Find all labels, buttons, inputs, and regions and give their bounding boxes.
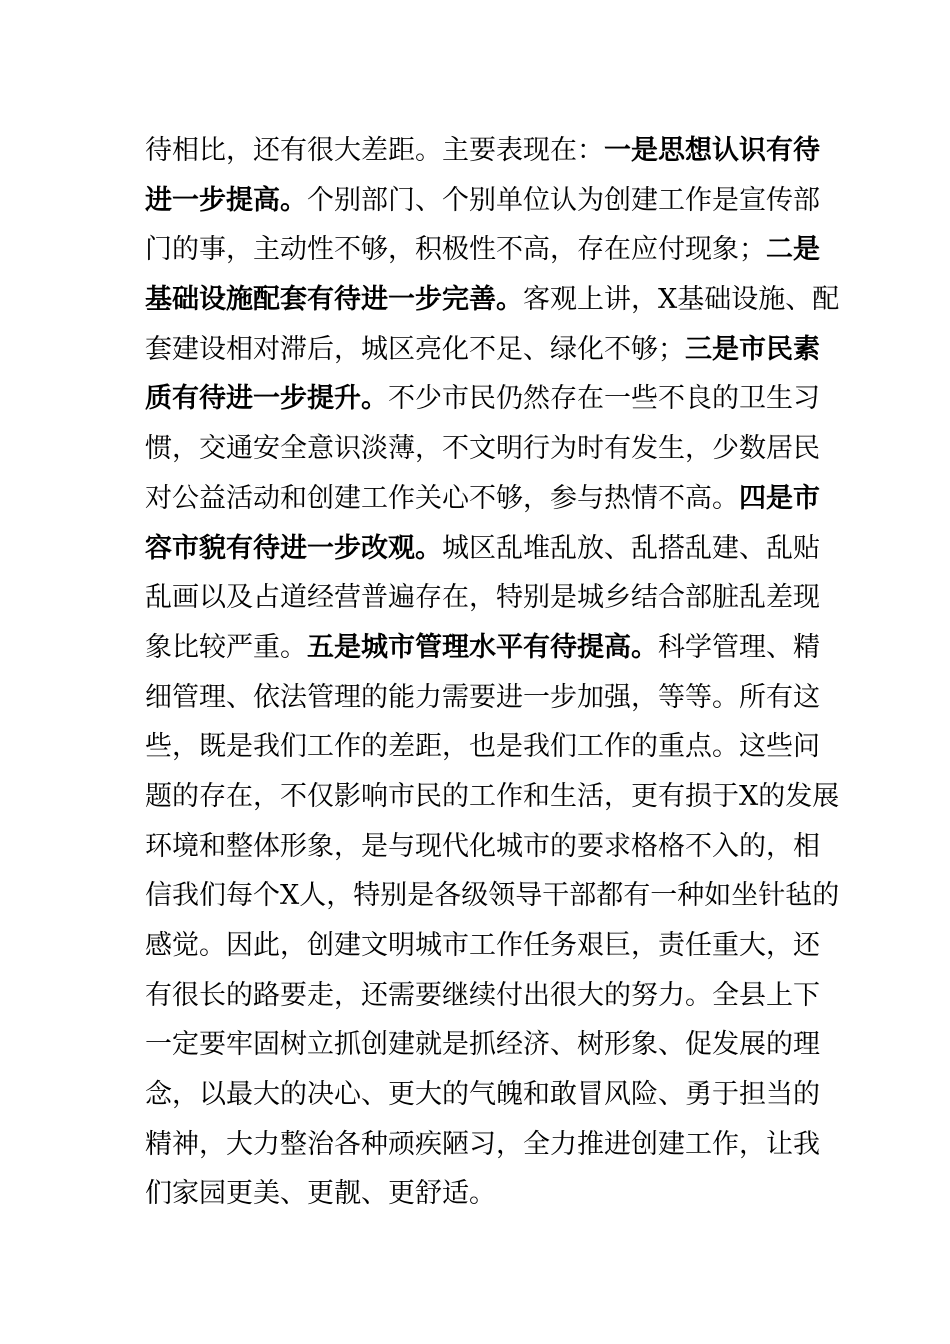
text-segment: 套建设相对滞后，城区亮化不足、绿化不够； — [145, 333, 685, 365]
text-segment: 不少市民仍然存在一些不良的卫生习 — [388, 383, 820, 415]
bold-text-segment: 基础设施配套有待进一步完善。 — [145, 284, 523, 316]
text-line — [145, 573, 820, 623]
text-segment: 们家园更美、更靓、更舒适。 — [145, 1178, 496, 1210]
text-segment: 象比较严重。 — [145, 631, 307, 663]
bold-text-segment: 一是思想认识有待 — [604, 135, 820, 166]
text-line — [145, 474, 820, 524]
text-segment: 有很长的路要走，还需要继续付出很大的努力。全县上下 — [145, 979, 820, 1011]
text-line — [145, 225, 820, 275]
text-line — [145, 673, 820, 723]
text-segment: 惯，交通安全意识淡薄，不文明行为时有发生，少数居民 — [145, 433, 820, 465]
text-segment: 城区乱堆乱放、乱搭乱建、乱贴 — [442, 532, 820, 564]
bold-text-segment: 三是市民素 — [685, 333, 820, 365]
text-segment: 个别部门、个别单位认为创建工作是宣传部 — [307, 184, 820, 216]
text-segment: 念，以最大的决心、更大的气魄和敢冒风险、勇于担当的 — [145, 1079, 820, 1111]
text-segment: 精神，大力整治各种顽疾陋习，全力推进创建工作，让我 — [145, 1128, 820, 1160]
text-line — [145, 374, 820, 424]
text-segment: 科学管理、精 — [658, 631, 820, 663]
text-segment: 一定要牢固树立抓创建就是抓经济、树形象、促发展的理 — [145, 1029, 820, 1061]
text-segment: 对公益活动和创建工作关心不够，参与热情不高。 — [145, 482, 739, 514]
text-line — [145, 176, 820, 226]
text-line — [145, 126, 820, 176]
bold-text-segment: 质有待进一步提升。 — [145, 383, 388, 415]
text-segment: 客观上讲，X基础设施、配 — [523, 284, 840, 316]
text-line — [145, 971, 820, 1021]
text-segment: 乱画以及占道经营普遍存在，特别是城乡结合部脏乱差现 — [145, 582, 820, 614]
text-line — [145, 275, 840, 325]
bold-text-segment: 容市貌有待进一步改观。 — [145, 532, 442, 564]
text-line — [145, 822, 820, 872]
text-line — [145, 1070, 820, 1120]
text-line — [145, 325, 820, 375]
text-segment: 门的事，主动性不够，积极性不高，存在应付现象； — [145, 234, 766, 266]
bold-text-segment: 进一步提高。 — [145, 184, 307, 216]
text-segment: 环境和整体形象，是与现代化城市的要求格格不入的，相 — [145, 830, 820, 862]
bold-text-segment: 五是城市管理水平有待提高。 — [307, 631, 658, 663]
text-segment: 待相比，还有很大差距。主要表现在： — [145, 135, 604, 166]
text-segment: 细管理、依法管理的能力需要进一步加强，等等。所有这 — [145, 681, 820, 713]
text-line — [145, 772, 840, 822]
text-segment: 感觉。因此，创建文明城市工作任务艰巨，责任重大，还 — [145, 930, 820, 961]
text-line — [145, 524, 820, 574]
text-line — [145, 871, 840, 921]
bold-text-segment: 四是市 — [739, 482, 820, 514]
text-line — [145, 722, 820, 772]
text-line — [145, 424, 820, 474]
bold-text-segment: 二是 — [766, 234, 820, 266]
text-line — [145, 1020, 820, 1070]
text-line — [145, 1120, 820, 1170]
body-paragraph — [145, 126, 840, 1219]
text-line — [145, 921, 820, 971]
text-segment: 题的存在，不仅影响市民的工作和生活，更有损于X的发展 — [145, 780, 840, 812]
text-segment: 些，既是我们工作的差距，也是我们工作的重点。这些问 — [145, 731, 820, 763]
text-segment: 信我们每个X人，特别是各级领导干部都有一种如坐针毡的 — [145, 880, 840, 912]
text-line — [145, 1169, 809, 1219]
text-line — [145, 623, 820, 673]
